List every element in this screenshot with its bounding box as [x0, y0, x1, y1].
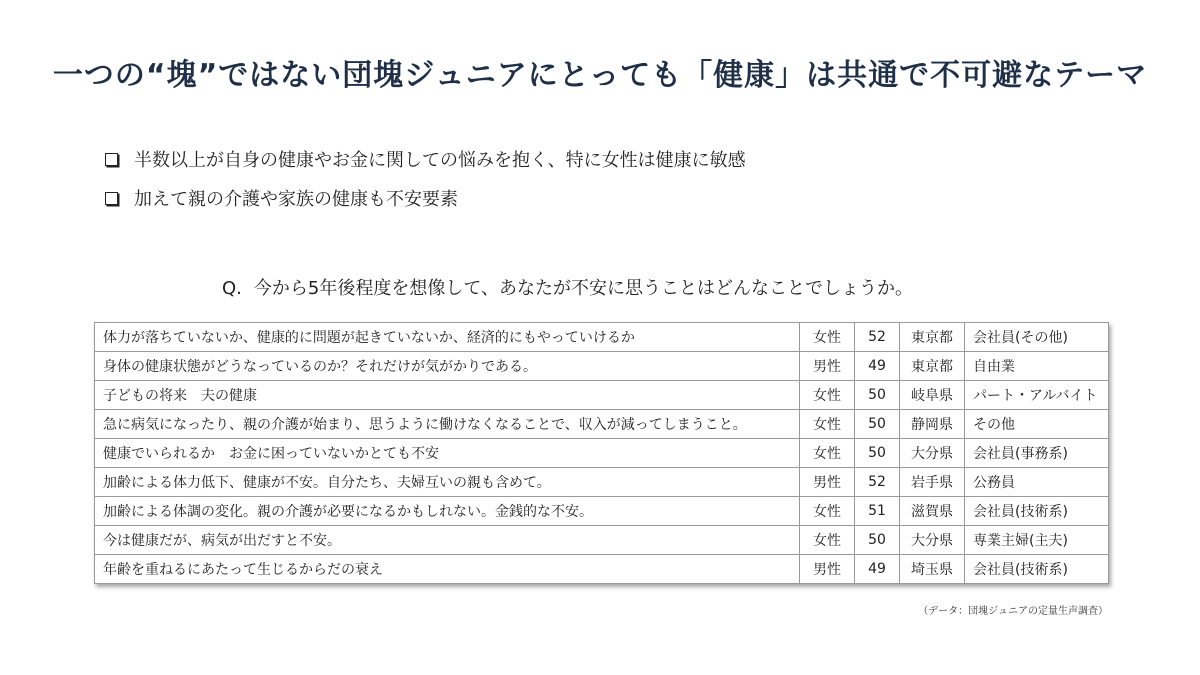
- age-cell: 52: [855, 323, 900, 352]
- age-cell: 51: [855, 497, 900, 526]
- question-text: 今から5年後程度を想像して、あなたが不安に思うことはどんなことでしょうか。: [253, 278, 913, 299]
- prefecture-cell: 大分県: [900, 439, 965, 468]
- bullet-item: [105, 146, 746, 172]
- response-text-cell: 今は健康だが、病気が出だすと不安。: [95, 526, 800, 555]
- gender-cell: 女性: [800, 381, 855, 410]
- response-text-cell: 健康でいられるか お金に困っていないかとても不安: [95, 439, 800, 468]
- response-text-cell: 加齢による体力低下、健康が不安。自分たち、夫婦互いの親も含めて。: [95, 468, 800, 497]
- occupation-cell: パート・アルバイト: [965, 381, 1109, 410]
- responses-table: [94, 322, 1109, 584]
- prefecture-cell: 東京都: [900, 352, 965, 381]
- table-row: [95, 497, 1109, 526]
- prefecture-cell: 岩手県: [900, 468, 965, 497]
- occupation-cell: その他: [965, 410, 1109, 439]
- age-cell: 50: [855, 526, 900, 555]
- table-row: [95, 555, 1109, 584]
- survey-question: [222, 274, 913, 300]
- occupation-cell: 会社員(事務系): [965, 439, 1109, 468]
- response-text-cell: 子どもの将来 夫の健康: [95, 381, 800, 410]
- table-row: [95, 468, 1109, 497]
- checkbox-bullet-icon: [105, 153, 118, 166]
- bullet-item: [105, 185, 746, 211]
- prefecture-cell: 埼玉県: [900, 555, 965, 584]
- bullet-list: [105, 146, 746, 224]
- response-text-cell: 急に病気になったり、親の介護が始まり、思うように働けなくなることで、収入が減ってしまうこと。: [95, 410, 800, 439]
- page-title: 一つの“塊”ではない団塊ジュニアにとっても「健康」は共通で不可避なテーマ: [52, 58, 1148, 93]
- table-row: [95, 410, 1109, 439]
- gender-cell: 女性: [800, 439, 855, 468]
- age-cell: 50: [855, 439, 900, 468]
- age-cell: 49: [855, 555, 900, 584]
- table-row: [95, 526, 1109, 555]
- age-cell: 52: [855, 468, 900, 497]
- prefecture-cell: 滋賀県: [900, 497, 965, 526]
- question-label: Q.: [222, 278, 242, 299]
- prefecture-cell: 大分県: [900, 526, 965, 555]
- gender-cell: 女性: [800, 526, 855, 555]
- age-cell: 50: [855, 410, 900, 439]
- age-cell: 49: [855, 352, 900, 381]
- gender-cell: 男性: [800, 555, 855, 584]
- bullet-text: 加えて親の介護や家族の健康も不安要素: [134, 189, 458, 210]
- occupation-cell: 会社員(その他): [965, 323, 1109, 352]
- response-text-cell: 体力が落ちていないか、健康的に問題が起きていないか、経済的にもやっていけるか: [95, 323, 800, 352]
- occupation-cell: 専業主婦(主夫): [965, 526, 1109, 555]
- gender-cell: 女性: [800, 323, 855, 352]
- occupation-cell: 会社員(技術系): [965, 555, 1109, 584]
- response-text-cell: 加齢による体調の変化。親の介護が必要になるかもしれない。金銭的な不安。: [95, 497, 800, 526]
- table-row: [95, 381, 1109, 410]
- checkbox-bullet-icon: [105, 192, 118, 205]
- occupation-cell: 会社員(技術系): [965, 497, 1109, 526]
- response-text-cell: 年齢を重ねるにあたって生じるからだの衰え: [95, 555, 800, 584]
- bullet-text: 半数以上が自身の健康やお金に関しての悩みを抱く、特に女性は健康に敏感: [134, 150, 746, 171]
- response-text-cell: 身体の健康状態がどうなっているのか？それだけが気がかりである。: [95, 352, 800, 381]
- prefecture-cell: 静岡県: [900, 410, 965, 439]
- table-row: [95, 323, 1109, 352]
- occupation-cell: 公務員: [965, 468, 1109, 497]
- table-row: [95, 439, 1109, 468]
- gender-cell: 女性: [800, 497, 855, 526]
- table-row: [95, 352, 1109, 381]
- gender-cell: 男性: [800, 468, 855, 497]
- data-source-note: （データ：団塊ジュニアの定量生声調査）: [918, 606, 1108, 617]
- prefecture-cell: 東京都: [900, 323, 965, 352]
- occupation-cell: 自由業: [965, 352, 1109, 381]
- gender-cell: 男性: [800, 352, 855, 381]
- prefecture-cell: 岐阜県: [900, 381, 965, 410]
- gender-cell: 女性: [800, 410, 855, 439]
- age-cell: 50: [855, 381, 900, 410]
